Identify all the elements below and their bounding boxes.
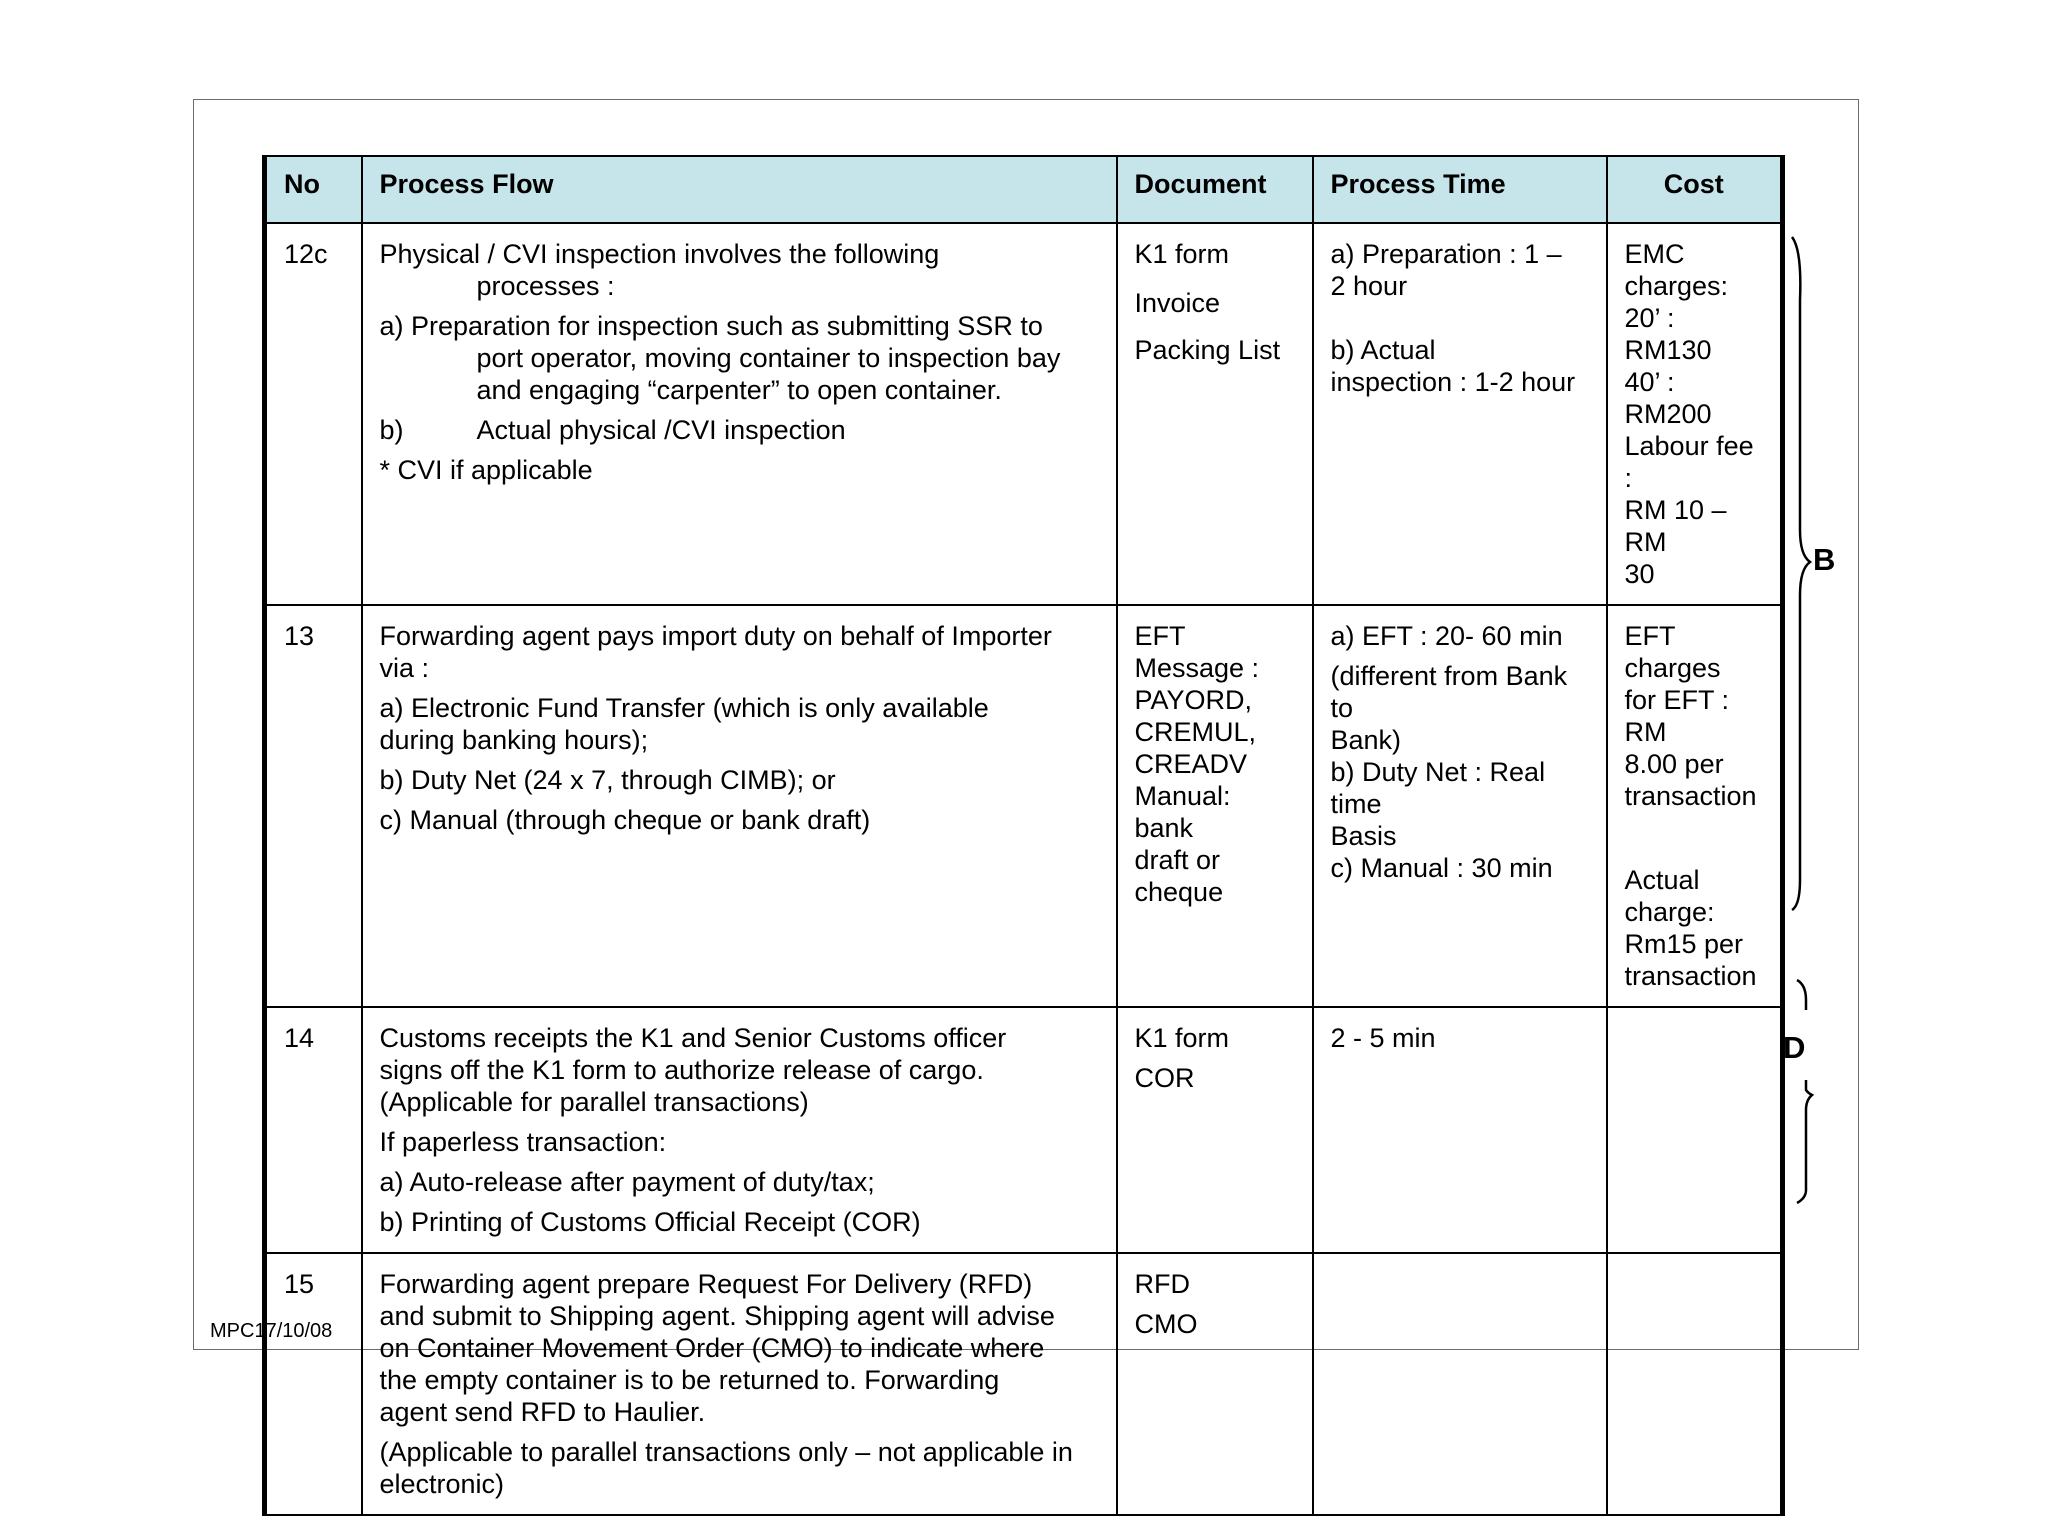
header-cost: Cost bbox=[1607, 156, 1783, 223]
cost-text: for EFT : RM bbox=[1624, 685, 1730, 747]
document-item: COR bbox=[1134, 1063, 1195, 1093]
process-time-cell: 2 - 5 min bbox=[1313, 1007, 1607, 1253]
flow-item-a: and engaging “carpenter” to open container. bbox=[476, 375, 1002, 405]
time-text: 2 hour bbox=[1330, 271, 1408, 301]
cost-text: charges: bbox=[1624, 271, 1729, 301]
flow-item-a: a) Auto-release after payment of duty/tax; bbox=[379, 1167, 875, 1197]
flow-text: If paperless transaction: bbox=[379, 1127, 667, 1157]
time-text: Bank) bbox=[1330, 725, 1402, 755]
bracket-b-brace bbox=[1792, 237, 1810, 910]
flow-text: Forwarding agent prepare Request For Delivery (RFD) bbox=[379, 1269, 1033, 1299]
header-document: Document bbox=[1117, 156, 1313, 223]
cost-text: 30 bbox=[1624, 559, 1655, 589]
flow-item-b: b) Duty Net (24 x 7, through CIMB); or bbox=[379, 765, 836, 795]
time-text: (different from Bank to bbox=[1330, 661, 1568, 723]
cost-text: Actual bbox=[1624, 865, 1700, 895]
flow-text: Forwarding agent pays import duty on behalf of Importer bbox=[379, 621, 1052, 651]
flow-text: electronic) bbox=[379, 1469, 505, 1499]
cost-text: Rm15 per bbox=[1624, 929, 1744, 959]
flow-item-a: a) Preparation for inspection such as submitting SSR to bbox=[379, 311, 1043, 341]
header-no: No bbox=[265, 156, 362, 223]
cost-text: RM 10 – RM bbox=[1624, 495, 1727, 557]
time-text: Basis bbox=[1330, 821, 1397, 851]
row-number: 15 bbox=[265, 1253, 362, 1515]
flow-text: the empty container is to be returned to. Forwarding bbox=[379, 1365, 1000, 1395]
document-item: CREADV bbox=[1134, 749, 1248, 779]
flow-text: (Applicable for parallel transactions) bbox=[379, 1087, 809, 1117]
flow-item-a: port operator, moving container to inspection bay bbox=[476, 343, 1061, 373]
document-item: draft or cheque bbox=[1134, 845, 1224, 907]
document-item: EFT Message : bbox=[1134, 621, 1260, 683]
item-text: Actual physical /CVI inspection bbox=[476, 415, 846, 445]
flow-text: processes : bbox=[476, 271, 615, 301]
time-text: b) Duty Net : Real time bbox=[1330, 757, 1546, 819]
time-text: b) Actual bbox=[1330, 335, 1436, 365]
document-item: PAYORD, bbox=[1134, 685, 1253, 715]
flow-text: (Applicable to parallel transactions only – not applicable in bbox=[379, 1437, 1073, 1467]
footer-code: MPC17/10/08 bbox=[210, 1320, 333, 1342]
flow-text: on Container Movement Order (CMO) to indicate where bbox=[379, 1333, 1045, 1363]
time-text: a) EFT : 20- 60 min bbox=[1330, 621, 1563, 651]
cost-text: transaction bbox=[1624, 781, 1757, 811]
document-item: Invoice bbox=[1134, 288, 1221, 318]
flow-text: Customs receipts the K1 and Senior Customs officer bbox=[379, 1023, 1007, 1053]
bracket-d-brace bbox=[1797, 980, 1812, 1203]
flow-text: and submit to Shipping agent. Shipping agent will advise bbox=[379, 1301, 1055, 1331]
document-item: K1 form bbox=[1134, 1023, 1230, 1053]
cost-text: transaction bbox=[1624, 961, 1757, 991]
document-item: CREMUL, bbox=[1134, 717, 1257, 747]
row-number: 13 bbox=[265, 605, 362, 1007]
time-text: a) Preparation : 1 – bbox=[1330, 239, 1562, 269]
document-item: Packing List bbox=[1134, 335, 1281, 365]
cost-text: 8.00 per bbox=[1624, 749, 1724, 779]
flow-item-a: during banking hours); bbox=[379, 725, 649, 755]
bracket-label-b: B bbox=[1813, 542, 1836, 577]
bracket-label-d: D bbox=[1783, 1030, 1806, 1065]
cost-text: 40’ : RM200 bbox=[1624, 367, 1712, 429]
document-item: CMO bbox=[1134, 1309, 1198, 1339]
cost-text: charge: bbox=[1624, 897, 1715, 927]
flow-item-c: c) Manual (through cheque or bank draft) bbox=[379, 805, 871, 835]
flow-item-b: b) Printing of Customs Official Receipt (COR) bbox=[379, 1207, 921, 1237]
header-process-flow: Process Flow bbox=[362, 156, 1117, 223]
document-item: RFD bbox=[1134, 1269, 1190, 1299]
flow-text: via : bbox=[379, 653, 430, 683]
cost-text: 20’ : RM130 bbox=[1624, 303, 1712, 365]
item-marker: b) bbox=[379, 415, 404, 445]
cost-text: Labour fee : bbox=[1624, 431, 1754, 493]
cost-text: EFT charges bbox=[1624, 621, 1721, 683]
flow-text: Physical / CVI inspection involves the following bbox=[379, 239, 940, 269]
cost-text: EMC bbox=[1624, 239, 1685, 269]
row-number: 14 bbox=[265, 1007, 362, 1253]
flow-item-a: a) Electronic Fund Transfer (which is only available bbox=[379, 693, 989, 723]
header-process-time: Process Time bbox=[1313, 156, 1607, 223]
flow-note: * CVI if applicable bbox=[379, 455, 593, 485]
flow-text: agent send RFD to Haulier. bbox=[379, 1397, 706, 1427]
time-text: inspection : 1-2 hour bbox=[1330, 367, 1576, 397]
document-item: K1 form bbox=[1134, 239, 1230, 269]
flow-text: signs off the K1 form to authorize release of cargo. bbox=[379, 1055, 984, 1085]
document-item: Manual: bank bbox=[1134, 781, 1231, 843]
time-text: c) Manual : 30 min bbox=[1330, 853, 1553, 883]
row-number: 12c bbox=[265, 223, 362, 605]
